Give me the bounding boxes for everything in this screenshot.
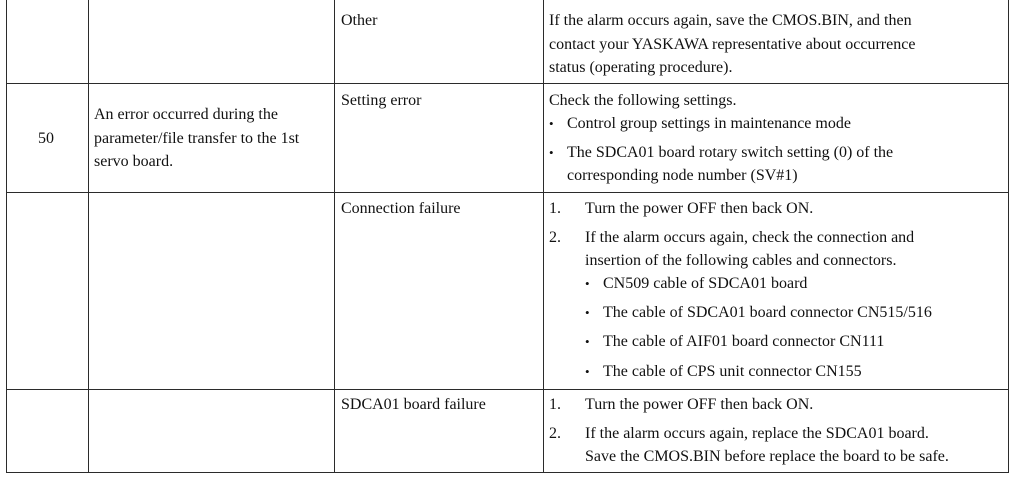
cause-cell: Connection failure bbox=[341, 200, 461, 217]
bullet-icon: • bbox=[549, 145, 554, 160]
step-line: Turn the power OFF then back ON. bbox=[585, 200, 814, 217]
bullet-icon: • bbox=[549, 116, 554, 131]
alarm-description-line: An error occurred during the bbox=[94, 106, 278, 123]
step-line: If the alarm occurs again, check the connection and bbox=[585, 229, 915, 246]
remedy-line: contact your YASKAWA representative about occurrence bbox=[549, 36, 916, 53]
connector-bullet: CN509 cable of SDCA01 board bbox=[603, 275, 808, 292]
bullet-icon: • bbox=[585, 276, 590, 291]
table-right-border bbox=[1008, 0, 1009, 473]
remedy-bullet-line: The SDCA01 board rotary switch setting (0) of the bbox=[567, 144, 894, 161]
table-bottom-border bbox=[6, 472, 1009, 473]
step-number: 1. bbox=[549, 396, 561, 413]
remedy-bullet-line: Control group settings in maintenance mode bbox=[567, 115, 851, 132]
table-left-border bbox=[6, 0, 7, 473]
bullet-icon: • bbox=[585, 364, 590, 379]
step-line: Turn the power OFF then back ON. bbox=[585, 396, 814, 413]
step-number: 2. bbox=[549, 229, 561, 246]
remedy-bullet-line: corresponding node number (SV#1) bbox=[567, 167, 798, 184]
connector-bullet: The cable of SDCA01 board connector CN515/516 bbox=[603, 304, 932, 321]
alarm-number: 50 bbox=[38, 130, 54, 147]
step-line: If the alarm occurs again, replace the SDCA01 board. bbox=[585, 425, 929, 442]
table-row-divider bbox=[6, 192, 1009, 193]
step-line: insertion of the following cables and connectors. bbox=[585, 252, 897, 269]
table-row-divider bbox=[6, 389, 1009, 390]
step-number: 1. bbox=[549, 200, 561, 217]
cause-cell: Setting error bbox=[341, 92, 422, 109]
cause-cell: Other bbox=[341, 12, 378, 29]
alarm-description-line: servo board. bbox=[94, 153, 174, 170]
cause-cell: SDCA01 board failure bbox=[341, 396, 486, 413]
bullet-icon: • bbox=[585, 305, 590, 320]
table-row-divider bbox=[6, 83, 1009, 84]
bullet-icon: • bbox=[585, 334, 590, 349]
remedy-line: status (operating procedure). bbox=[549, 59, 733, 76]
column-divider bbox=[543, 0, 544, 473]
step-line: Save the CMOS.BIN before replace the board to be safe. bbox=[585, 448, 949, 465]
step-number: 2. bbox=[549, 425, 561, 442]
connector-bullet: The cable of CPS unit connector CN155 bbox=[603, 363, 862, 380]
column-divider bbox=[334, 0, 335, 473]
connector-bullet: The cable of AIF01 board connector CN111 bbox=[603, 333, 885, 350]
column-divider bbox=[88, 0, 89, 473]
alarm-description-line: parameter/file transfer to the 1st bbox=[94, 130, 300, 147]
remedy-line: If the alarm occurs again, save the CMOS.BIN, and then bbox=[549, 12, 912, 29]
remedy-intro: Check the following settings. bbox=[549, 92, 737, 109]
